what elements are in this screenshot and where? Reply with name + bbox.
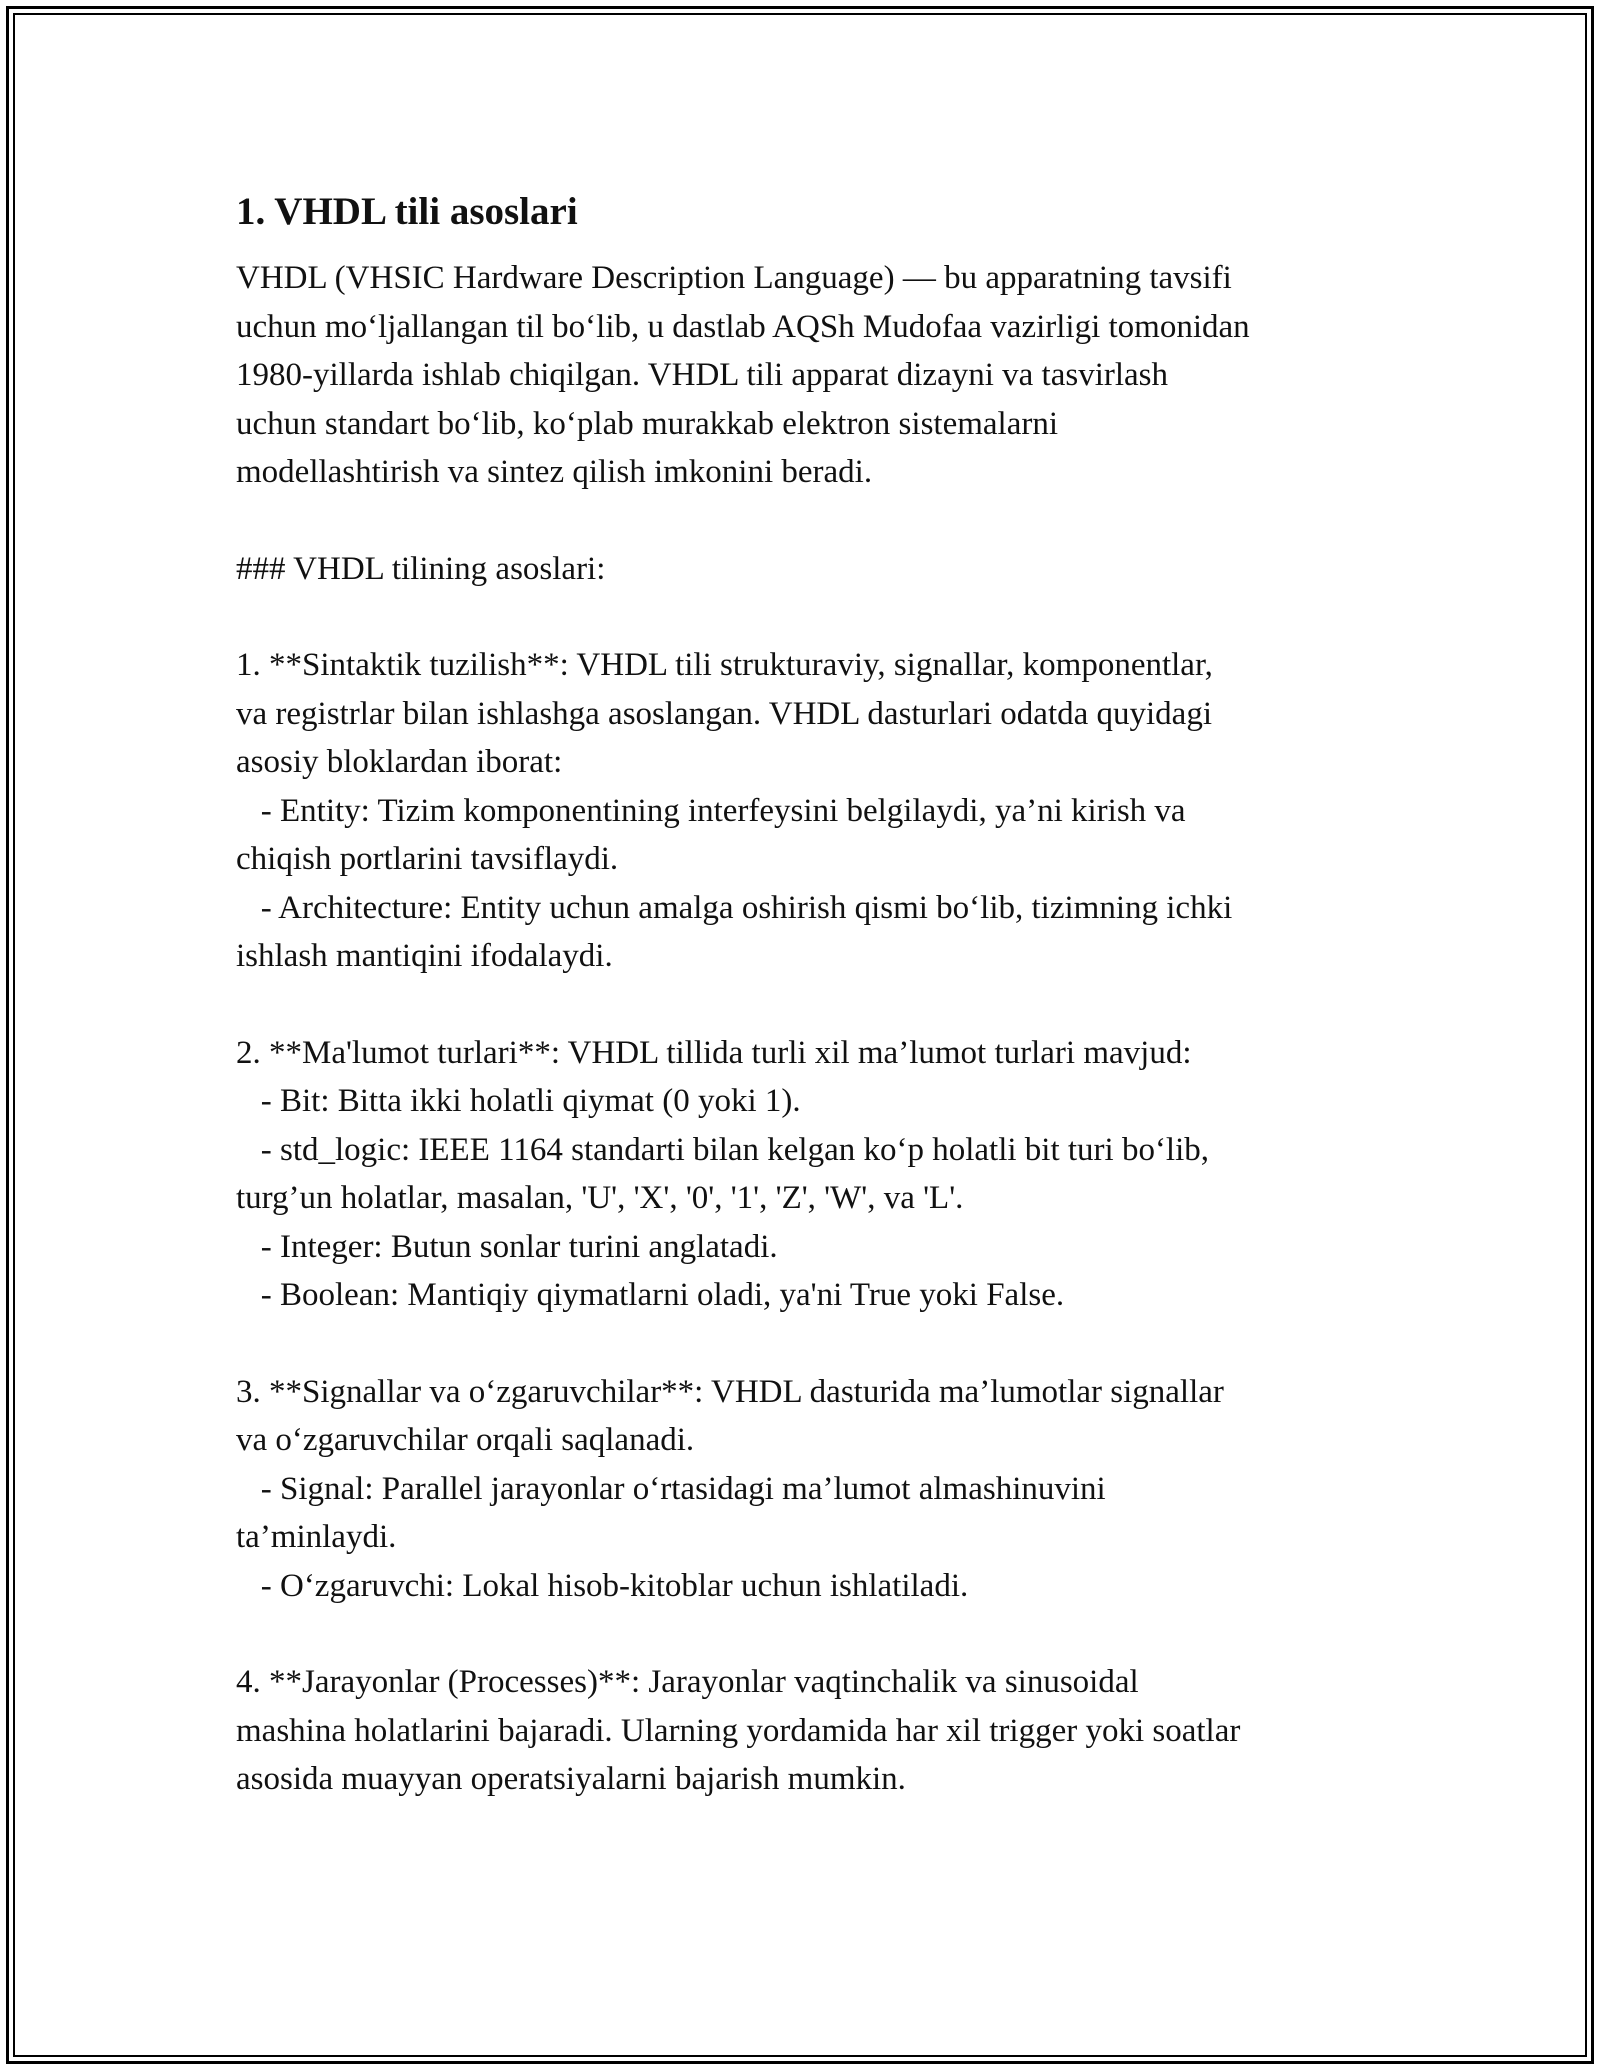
spacer	[236, 240, 1376, 254]
spacer	[236, 593, 1376, 641]
document-body	[236, 184, 1376, 1804]
section-data-types: 2. **Ma'lumot turlari**: VHDL tillida turli xil ma’lumot turlari mavjud: - Bit: Bitta ikki holatli qiymat (0 yoki 1). - std_logic: IEEE 1164 standarti bilan kelgan ko‘p holatli bit turi bo‘lib, turg’un holatlar, masalan, 'U', 'X', '0', '1', 'Z', 'W', va 'L'. - Integer: Butun sonlar turini anglatadi. - Boolean: Mantiqiy qiymatlarni oladi, ya'ni True yoki False.	[236, 1034, 1210, 1313]
intro-paragraph: VHDL (VHSIC Hardware Description Language) — bu apparatning tavsifi uchun mo‘ljallangan til bo‘lib, u dastlab AQSh Mudofaa vazirligi tomonidan 1980-yillarda ishlab chiqilgan. VHDL tili apparat dizayni va tasvirlash uchun standart bo‘lib, ko‘plab murakkab elektron sistemalarni modellashtirish va sintez qilish imkonini beradi.	[236, 260, 1250, 490]
document-heading: 1. VHDL tili asoslari	[236, 190, 578, 233]
section-processes: 4. **Jarayonlar (Processes)**: Jarayonlar vaqtinchalik va sinusoidal mashina holatlarini bajaradi. Ularning yordamida har xil trigger yoki soatlar asosida muayyan operatsiyalarni bajarish mumkin.	[236, 1664, 1241, 1797]
section-signals-variables: 3. **Signallar va o‘zgaruvchilar**: VHDL dasturida ma’lumotlar signallar va o‘zgaruvchilar orqali saqlanadi. - Signal: Parallel jarayonlar o‘rtasidagi ma’lumot almashinuvini ta’minlaydi. - O‘zgaruvchi: Lokal hisob-kitoblar uchun ishlatiladi.	[236, 1373, 1224, 1604]
spacer	[236, 1610, 1376, 1658]
spacer	[236, 497, 1376, 545]
subheading: ### VHDL tilining asoslari:	[236, 550, 606, 587]
section-syntax: 1. **Sintaktik tuzilish**: VHDL tili strukturaviy, signallar, komponentlar, va registrlar bilan ishlashga asoslangan. VHDL dasturlari odatda quyidagi asosiy bloklardan iborat: - Entity: Tizim komponentining interfeysini belgilaydi, ya’ni kirish va chiqish portlarini tavsiflaydi. - Architecture: Entity uchun amalga oshirish qismi bo‘lib, tizimning ichki ishlash mantiqini ifodalaydi.	[236, 647, 1233, 974]
spacer	[236, 981, 1376, 1029]
spacer	[236, 1320, 1376, 1368]
